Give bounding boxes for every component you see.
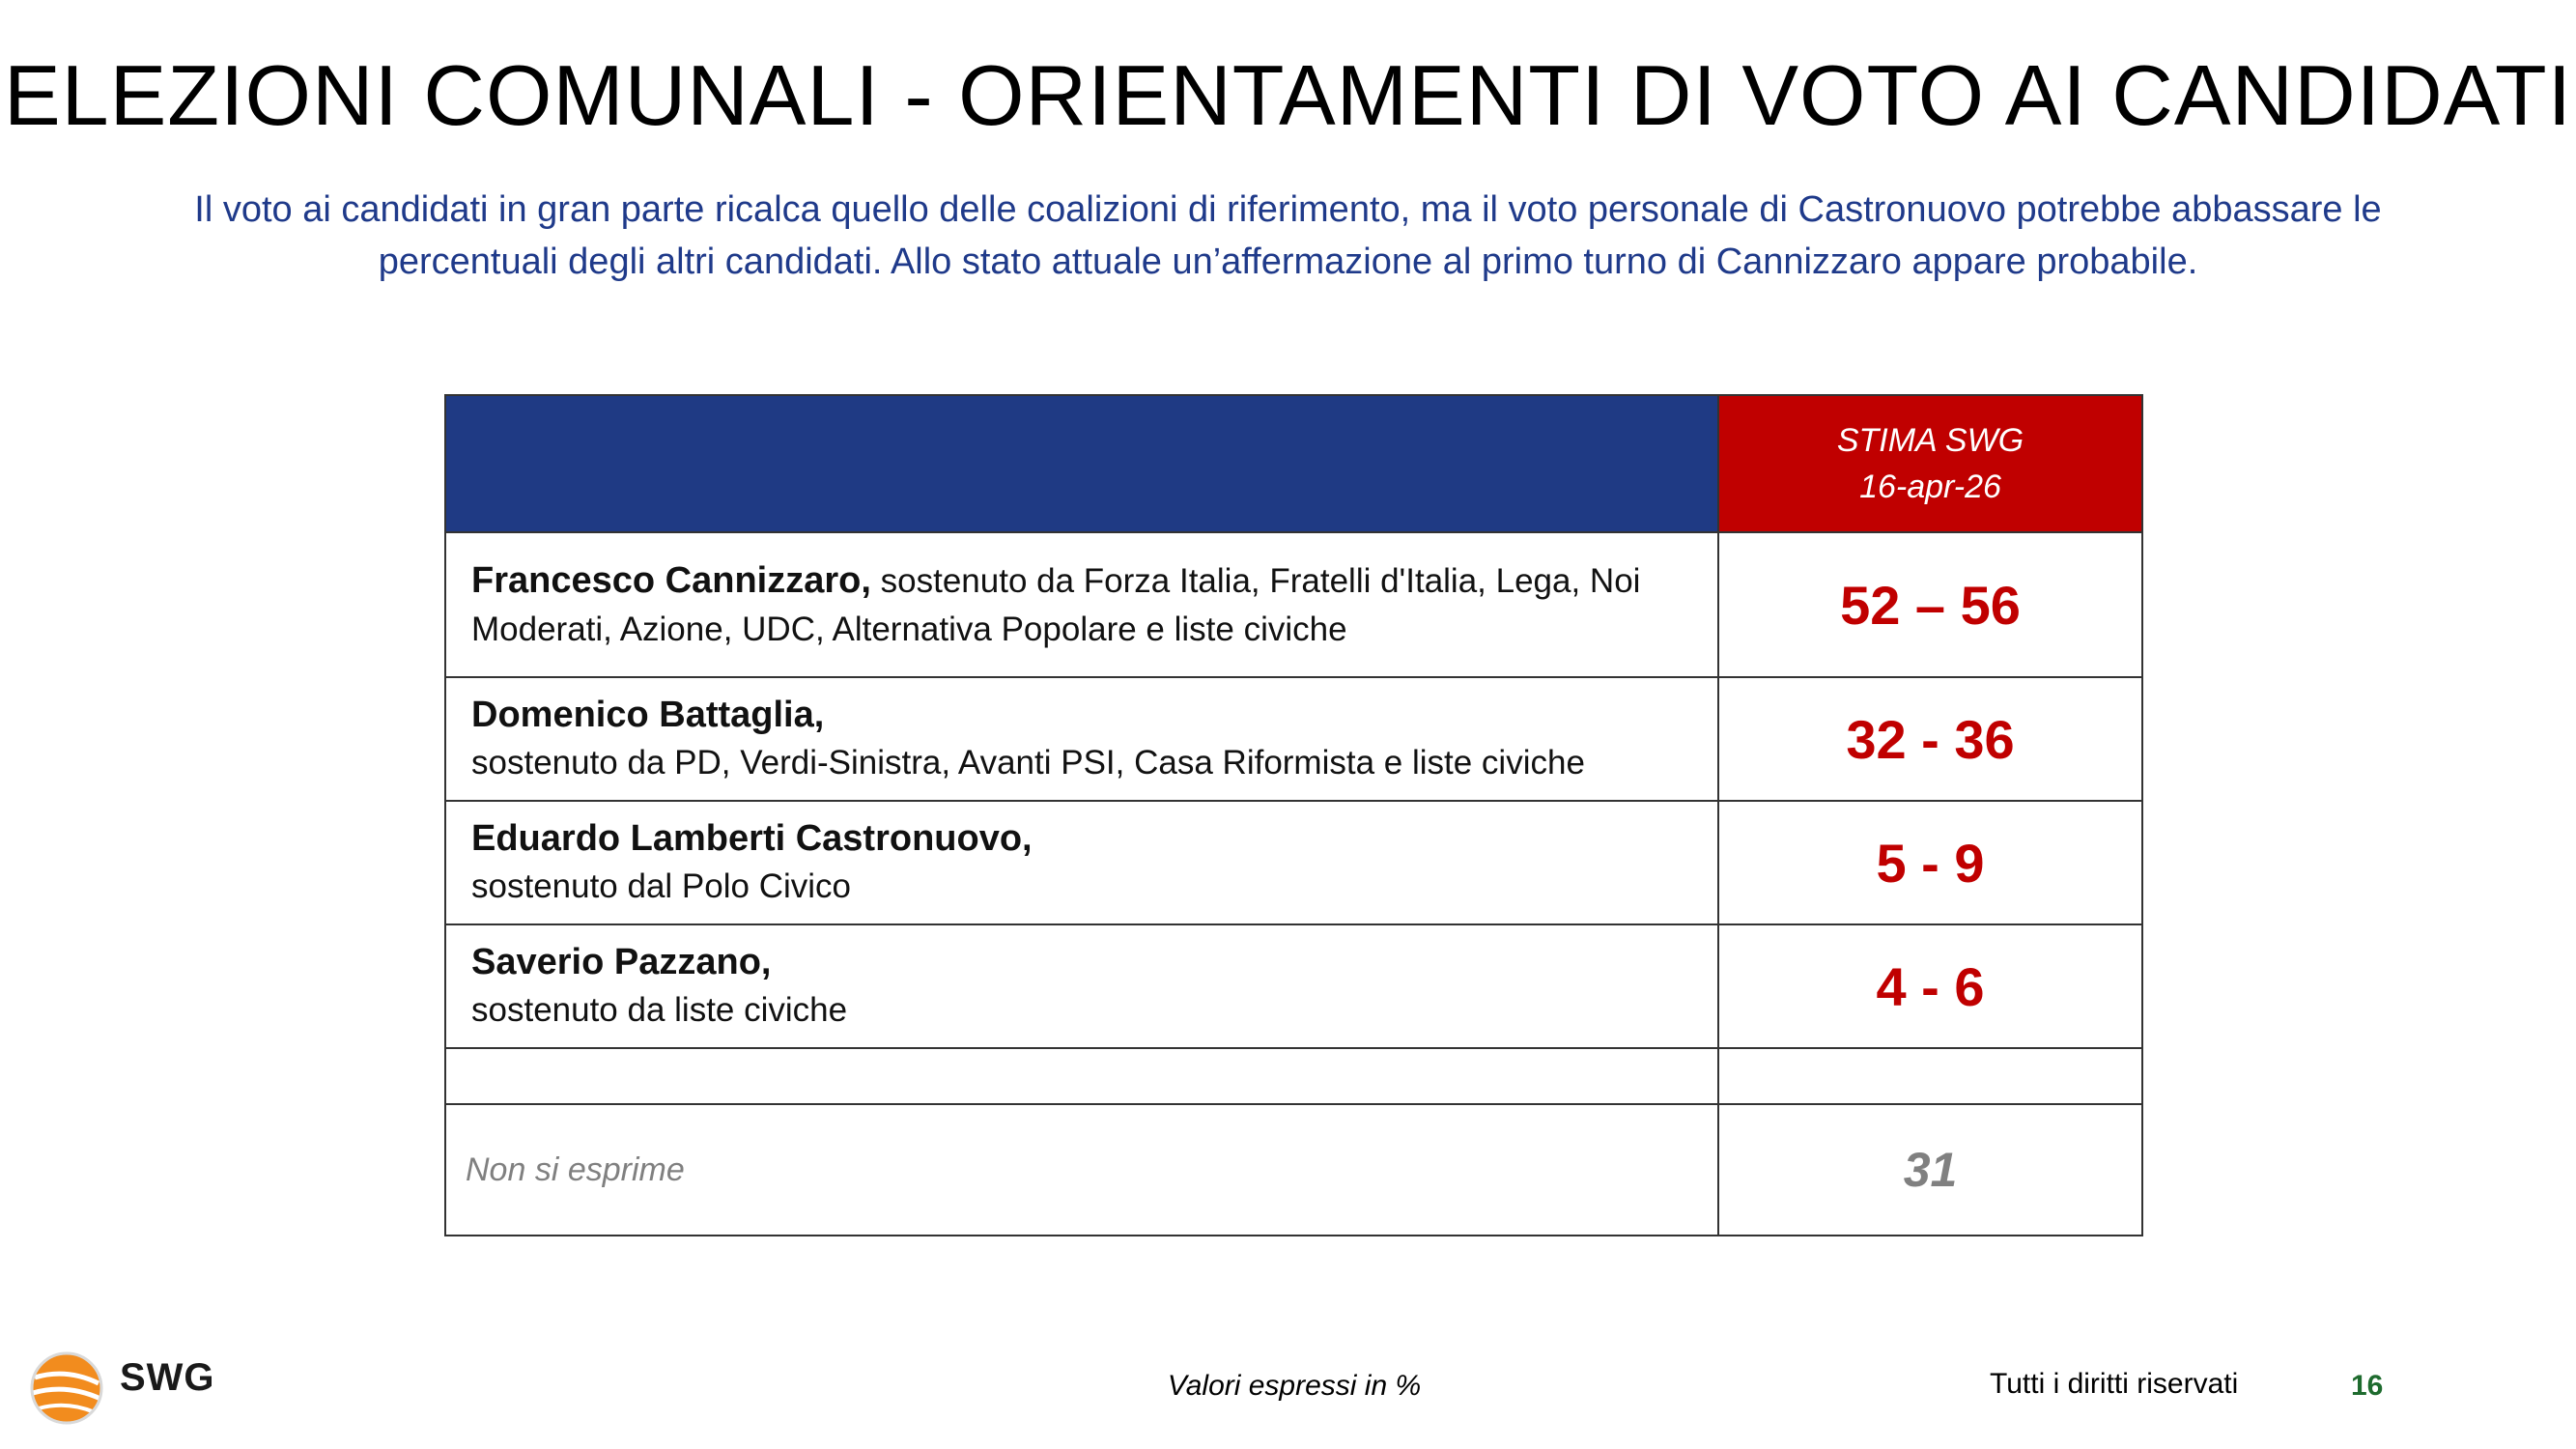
empty-cell	[445, 1048, 1718, 1104]
candidate-cell	[445, 677, 1718, 801]
table-row	[445, 801, 2142, 924]
candidate-value: 52 – 56	[1718, 532, 2142, 677]
empty-cell	[1718, 1048, 2142, 1104]
table-row	[445, 924, 2142, 1048]
table-header-row	[445, 395, 2142, 532]
page-number: 16	[2351, 1370, 2384, 1402]
candidate-cell	[445, 924, 1718, 1048]
candidate-support: sostenuto da liste civiche	[471, 991, 848, 1029]
subtitle-line-2: percentuali degli altri candidati. Allo stato attuale un’affermazione al primo turno di Cannizzaro appare probabile.	[378, 242, 2198, 282]
header-blank-cell	[445, 395, 1718, 532]
slide-subtitle	[97, 184, 2479, 288]
header-estimate-cell	[1718, 395, 2142, 532]
candidate-value: 32 - 36	[1718, 677, 2142, 801]
logo-text: SWG	[120, 1356, 215, 1399]
table-row	[445, 532, 2142, 677]
candidate-support: sostenuto da PD, Verdi-Sinistra, Avanti PSI, Casa Riformista e liste civiche	[471, 744, 1585, 781]
candidate-cell	[445, 801, 1718, 924]
candidate-cell	[445, 532, 1718, 677]
rights-notice: Tutti i diritti riservati	[1990, 1368, 2239, 1400]
header-estimate-label: STIMA SWG	[1836, 422, 2024, 459]
candidate-name: Saverio Pazzano,	[471, 942, 772, 982]
header-estimate-date: 16-apr-26	[1859, 469, 2001, 505]
candidate-support: sostenuto dal Polo Civico	[471, 867, 851, 905]
candidate-name: Eduardo Lamberti Castronuovo,	[471, 818, 1033, 859]
no-answer-label: Non si esprime	[445, 1104, 1718, 1236]
swg-logo	[27, 1343, 220, 1420]
slide-title: ELEZIONI COMUNALI - ORIENTAMENTI DI VOTO AI CANDIDATI	[3, 47, 2573, 143]
no-answer-value: 31	[1718, 1104, 2142, 1236]
candidate-value: 4 - 6	[1718, 924, 2142, 1048]
subtitle-line-1: Il voto ai candidati in gran parte ricalca quello delle coalizioni di riferimento, ma il voto personale di Castronuovo potrebbe abbassare le	[194, 189, 2382, 230]
candidate-name: Domenico Battaglia,	[471, 695, 825, 735]
candidate-value: 5 - 9	[1718, 801, 2142, 924]
table-row	[445, 677, 2142, 801]
globe-icon	[27, 1349, 106, 1428]
candidate-name: Francesco Cannizzaro,	[471, 559, 871, 601]
units-note: Valori espressi in %	[1167, 1370, 1422, 1402]
table-row-no-answer	[445, 1104, 2142, 1236]
table-row-empty	[445, 1048, 2142, 1104]
results-table	[444, 394, 2143, 1236]
candidate-support: sostenuto da Forza Italia, Fratelli d'Italia, Lega, Noi Moderati, Azione, UDC, Alternativa Popolare e liste civiche	[471, 561, 1641, 648]
